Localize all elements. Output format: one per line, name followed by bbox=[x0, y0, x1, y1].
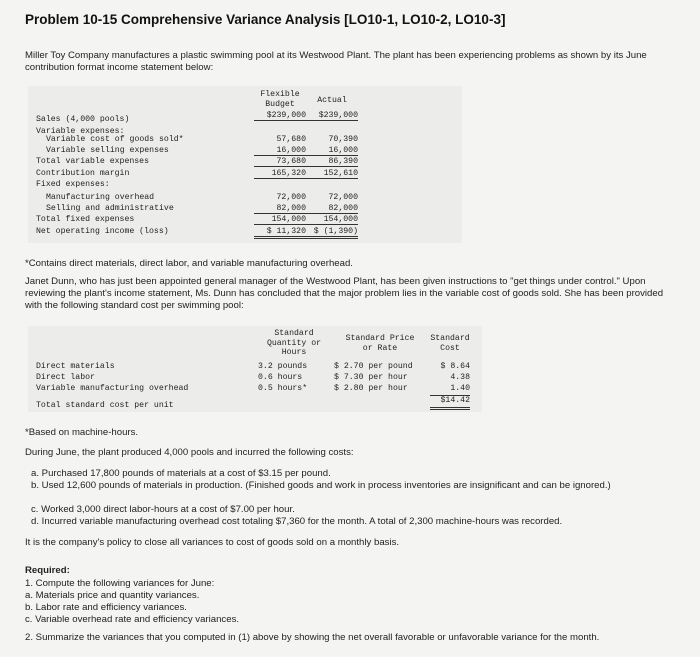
is-flexible-value: 82,000 bbox=[254, 204, 306, 214]
is-row-label: Fixed expenses: bbox=[36, 180, 110, 189]
sc-price-value: $ 2.70 per pound bbox=[334, 362, 413, 371]
is-flexible-value: $ 11,320 bbox=[254, 227, 306, 239]
cost-item-b: b. Used 12,600 pounds of materials in production. (Finished goods and work in process inventories are insignificant and can be ignored.) bbox=[31, 480, 611, 491]
is-actual-value: 82,000 bbox=[306, 204, 358, 214]
is-flexible-value: 165,320 bbox=[254, 169, 306, 179]
sc-cost-value: 1.40 bbox=[430, 384, 470, 396]
cost-header-l2: Cost bbox=[440, 343, 460, 353]
sc-price-value: $ 7.30 per hour bbox=[334, 373, 408, 382]
sc-cost-value: 4.38 bbox=[450, 373, 470, 382]
cost-header bbox=[424, 334, 476, 353]
actual-header: Actual bbox=[317, 96, 347, 105]
cost-item-d: d. Incurred variable manufacturing overhead cost totaling $7,360 for the month. A total of 2,300 machine-hours was recorded. bbox=[31, 516, 563, 527]
is-flexible-value: 16,000 bbox=[254, 146, 306, 156]
sc-row-label: Variable manufacturing overhead bbox=[36, 384, 189, 393]
is-actual-value: 152,610 bbox=[306, 169, 358, 179]
cost-item-c: c. Worked 3,000 direct labor-hours at a cost of $7.00 per hour. bbox=[31, 504, 295, 515]
is-row-label: Total variable expenses bbox=[36, 157, 150, 166]
is-row-label: Variable selling expenses bbox=[46, 146, 169, 155]
footnote-cost-of-goods: *Contains direct materials, direct labor, and variable manufacturing overhead. bbox=[25, 258, 353, 269]
is-row-label: Variable cost of goods sold* bbox=[46, 135, 184, 144]
requirement-1: 1. Compute the following variances for June: bbox=[25, 578, 215, 589]
intro-paragraph: Miller Toy Company manufactures a plastic swimming pool at its Westwood Plant. The plant has been experiencing problems as shown by its June contribution format income statement below: bbox=[25, 50, 647, 73]
is-actual-value: $239,000 bbox=[306, 111, 358, 121]
is-row-label: Contribution margin bbox=[36, 169, 130, 178]
is-actual-value: 86,390 bbox=[306, 157, 358, 167]
sc-price-value: $ 2.80 per hour bbox=[334, 384, 408, 393]
footnote-machine-hours: *Based on machine-hours. bbox=[25, 427, 139, 438]
qty-header-l3: Hours bbox=[281, 348, 307, 357]
sc-row-label: Direct labor bbox=[36, 373, 95, 382]
is-actual-value: $ (1,390) bbox=[306, 227, 358, 239]
is-actual-value: 72,000 bbox=[328, 193, 358, 202]
sc-row-label: Direct materials bbox=[36, 362, 115, 371]
sc-cost-value: $ 8.64 bbox=[440, 362, 470, 371]
sc-total-label: Total standard cost per unit bbox=[36, 401, 174, 410]
price-header-l2: or Rate bbox=[362, 343, 398, 353]
is-actual-value: 16,000 bbox=[306, 146, 358, 156]
sc-qty-value: 0.5 hours* bbox=[258, 384, 308, 393]
is-flexible-value: 72,000 bbox=[276, 193, 306, 202]
flexible-header-line1: Flexible bbox=[260, 90, 300, 99]
requirement-1b: b. Labor rate and efficiency variances. bbox=[25, 602, 187, 613]
flexible-header bbox=[254, 90, 306, 110]
is-actual-value: 154,000 bbox=[306, 215, 358, 225]
is-row-label: Variable expenses: bbox=[36, 127, 125, 136]
price-header bbox=[338, 334, 422, 353]
qty-header-l2: Quantity or bbox=[266, 338, 322, 348]
flexible-header-line2: Budget bbox=[265, 100, 295, 109]
requirement-1a: a. Materials price and quantity variances. bbox=[25, 590, 200, 601]
is-flexible-value: 73,680 bbox=[254, 157, 306, 167]
cost-item-a: a. Purchased 17,800 pounds of materials at a cost of $3.15 per pound. bbox=[31, 468, 331, 479]
requirement-1c: c. Variable overhead rate and efficiency variances. bbox=[25, 614, 240, 625]
june-production-text: During June, the plant produced 4,000 pools and incurred the following costs: bbox=[25, 447, 354, 458]
is-row-label: Selling and administrative bbox=[46, 204, 174, 213]
sc-total-value: $14.42 bbox=[430, 396, 470, 410]
is-row-label: Sales (4,000 pools) bbox=[36, 115, 130, 124]
sc-qty-value: 3.2 pounds bbox=[258, 362, 308, 371]
is-flexible-value: 57,680 bbox=[276, 135, 306, 144]
price-header-l1: Standard Price bbox=[345, 334, 415, 343]
sc-qty-value: 0.6 hours bbox=[258, 373, 303, 382]
dunn-paragraph: Janet Dunn, who has just been appointed general manager of the Westwood Plant, has been given instructions to "get things under control." Upon reviewing the plant's income statement, Ms. Dunn has concluded that the major problem lies in the variable cost of goods sold. She has been provided with the following standard cost per swimming pool: bbox=[25, 276, 664, 311]
qty-header-l1: Standard bbox=[274, 329, 314, 338]
is-row-label: Manufacturing overhead bbox=[46, 193, 155, 202]
is-actual-value: 70,390 bbox=[328, 135, 358, 144]
is-flexible-value: 154,000 bbox=[254, 215, 306, 225]
policy-text: It is the company's policy to close all variances to cost of goods sold on a monthly basis. bbox=[25, 537, 400, 548]
is-row-label: Total fixed expenses bbox=[36, 215, 135, 224]
cost-header-l1: Standard bbox=[430, 334, 470, 343]
is-row-label: Net operating income (loss) bbox=[36, 227, 169, 236]
problem-title: Problem 10-15 Comprehensive Variance Analysis [LO10-1, LO10-2, LO10-3] bbox=[25, 12, 506, 27]
is-flexible-value: $239,000 bbox=[254, 111, 306, 121]
requirement-2: 2. Summarize the variances that you computed in (1) above by showing the net overall favorable or unfavorable variance for the month. bbox=[25, 632, 600, 643]
qty-header bbox=[252, 329, 336, 358]
required-label: Required: bbox=[25, 565, 70, 576]
